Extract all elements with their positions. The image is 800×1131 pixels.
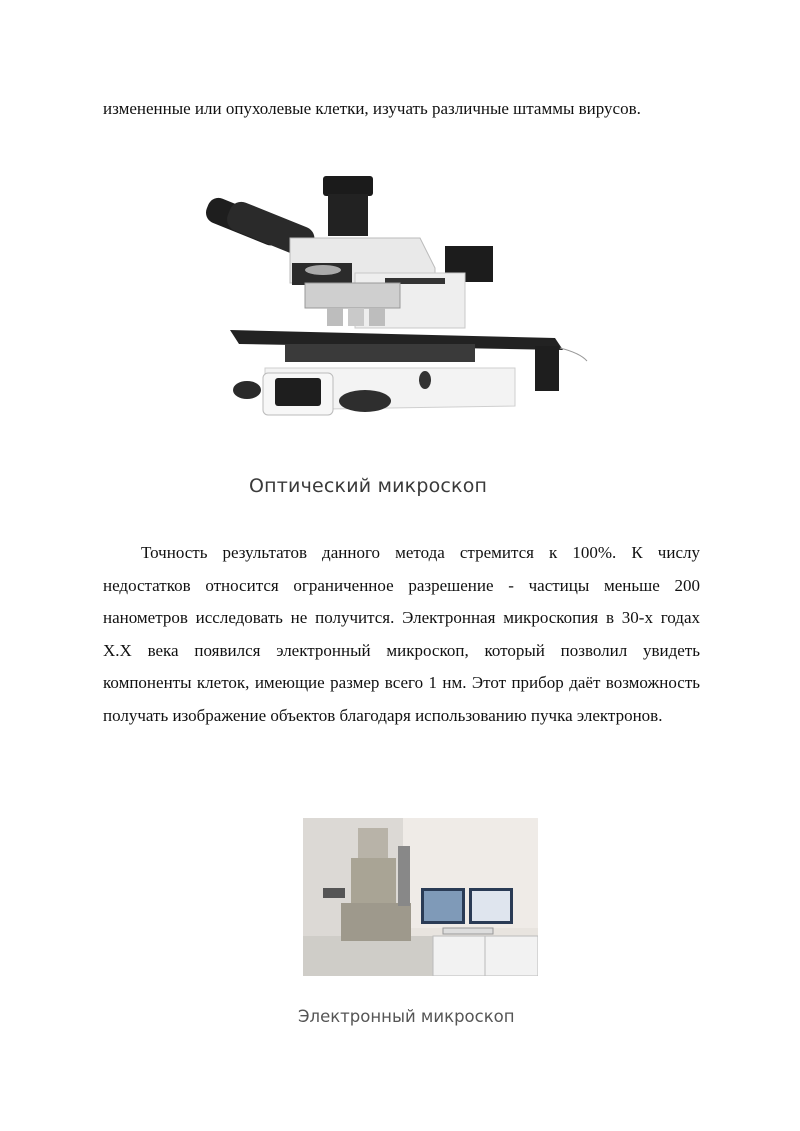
optical-microscope-image [195, 168, 590, 438]
text-line-continuation: измененные или опухолевые клетки, изучать различные штаммы вирусов. [103, 99, 641, 118]
figure-caption-optical-microscope: Оптический микроскоп [249, 475, 488, 497]
figure-caption-electron-microscope: Электронный микроскоп [298, 1007, 515, 1026]
electron-microscope-photo [303, 818, 538, 976]
body-paragraph: Точность результатов данного метода стремится к 100%. К числу недостатков относится ограниченное разрешение - частицы меньше 200 нанометров исследовать не получится. Электронная микроскопия в 30-х годах X.X века появился электронный микроскоп, который позволил увидеть компоненты клеток, имеющие размер всего 1 нм. Этот прибор даёт возможность получать изображение объектов благодаря использованию пучка электронов. [103, 543, 700, 725]
